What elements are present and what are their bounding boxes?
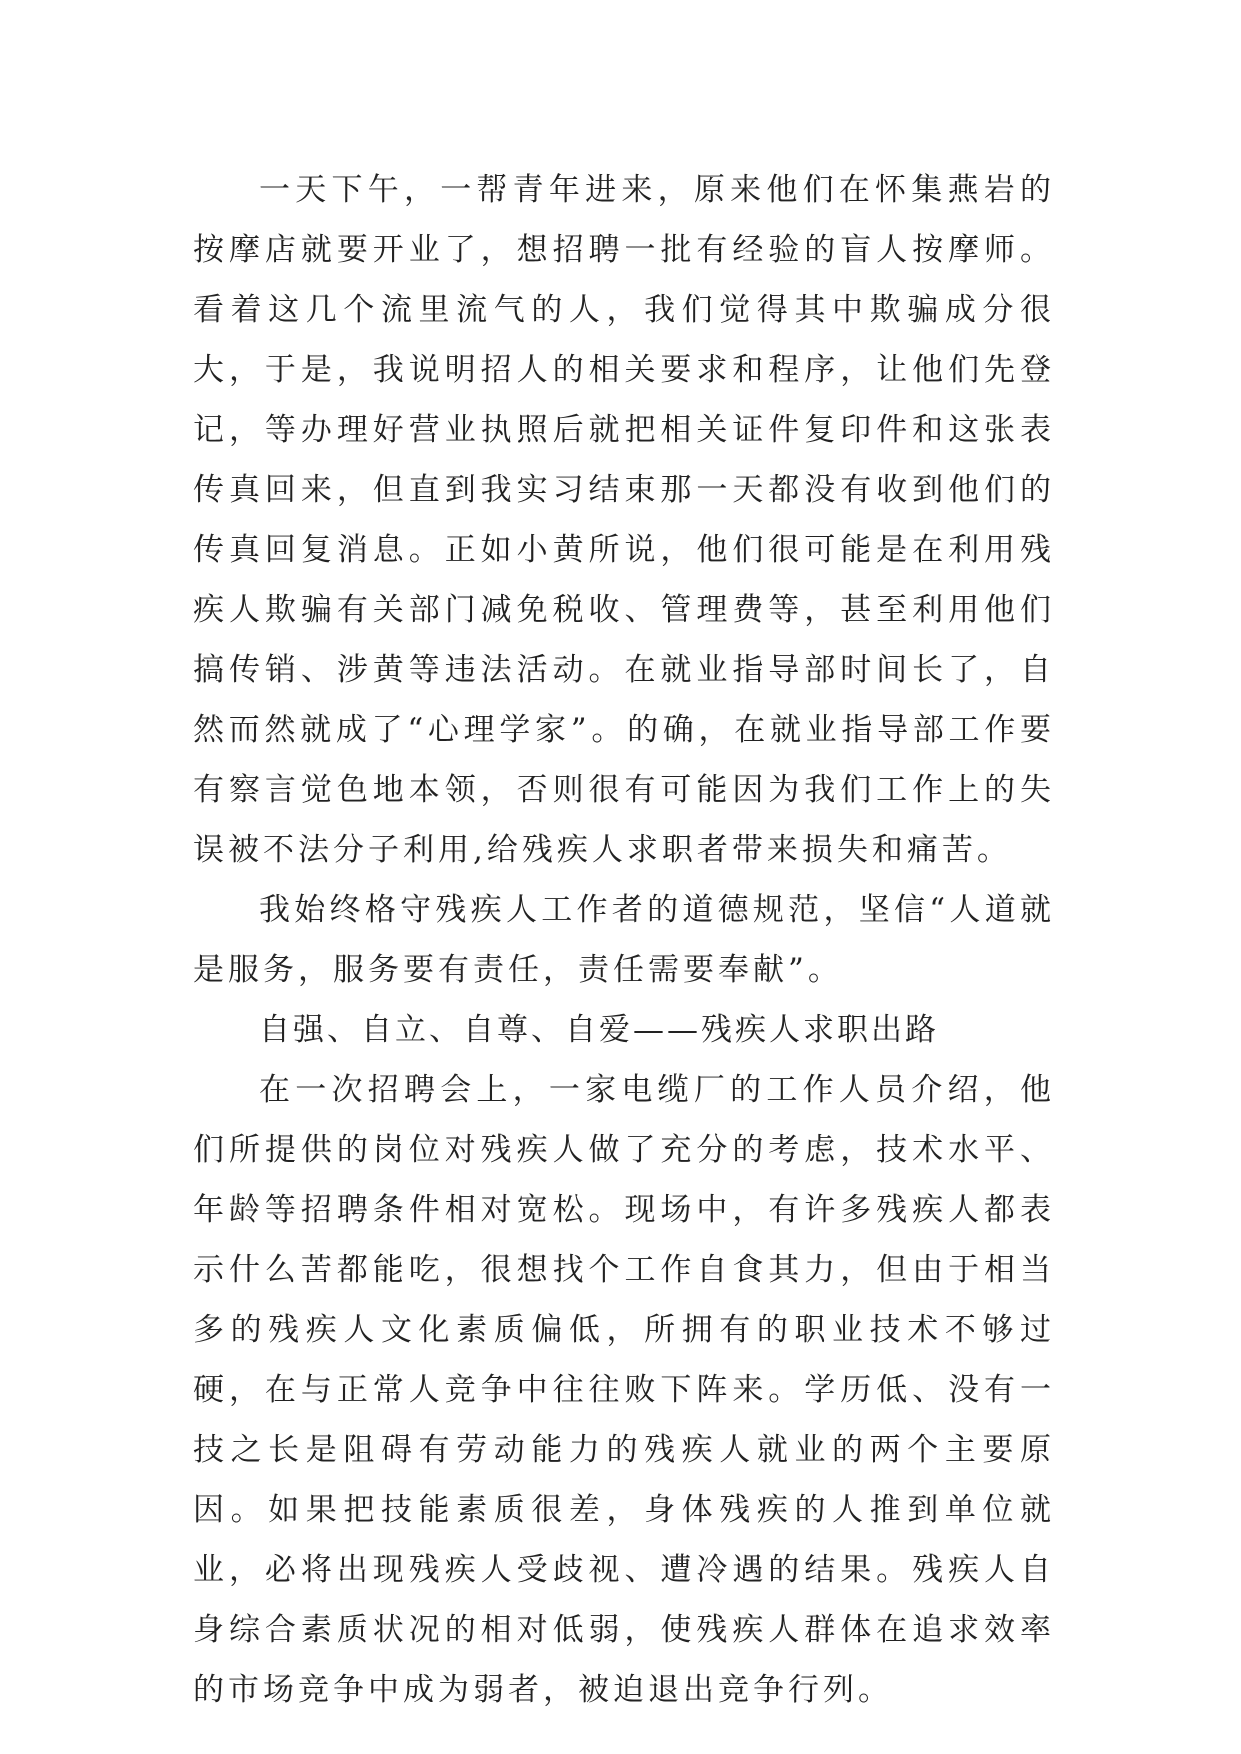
paragraph-job-fair: 在一次招聘会上，一家电缆厂的工作人员介绍，他们所提供的岗位对残疾人做了充分的考虑，技术水平、年龄等招聘条件相对宽松。现场中，有许多残疾人都表示什么苦都能吃，很想找个工作自食其力，但由于相当多的残疾人文化素质偏低，所拥有的职业技术不够过硬，在与正常人竞争中往往败下阵来。学历低、没有一技之长是阻碍有劳动能力的残疾人就业的两个主要原因。如果把技能素质很差，身体残疾的人推到单位就业，必将出现残疾人受歧视、遭冷遇的结果。残疾人自身综合素质状况的相对低弱，使残疾人群体在追求效率的市场竞争中成为弱者，被迫退出竞争行列。	[193, 1072, 1055, 1708]
document-body	[193, 160, 1055, 1720]
paragraph-recruiting-incident: 一天下午，一帮青年进来，原来他们在怀集燕岩的按摩店就要开业了，想招聘一批有经验的盲人按摩师。看着这几个流里流气的人，我们觉得其中欺骗成分很大，于是，我说明招人的相关要求和程序，让他们先登记，等办理好营业执照后就把相关证件复印件和这张表传真回来，但直到我实习结束那一天都没有收到他们的传真回复消息。正如小黄所说，他们很可能是在利用残疾人欺骗有关部门减免税收、管理费等，甚至利用他们搞传销、涉黄等违法活动。在就业指导部时间长了，自然而然就成了“心理学家”。的确，在就业指导部工作要有察言觉色地本领，否则很有可能因为我们工作上的失误被不法分子利用,给残疾人求职者带来损失和痛苦。	[193, 172, 1055, 868]
section-heading: 自强、自立、自尊、自爱——残疾人求职出路	[259, 1012, 939, 1048]
paragraph-ethics: 我始终格守残疾人工作者的道德规范，坚信“人道就是服务，服务要有责任，责任需要奉献”。	[193, 892, 1055, 988]
